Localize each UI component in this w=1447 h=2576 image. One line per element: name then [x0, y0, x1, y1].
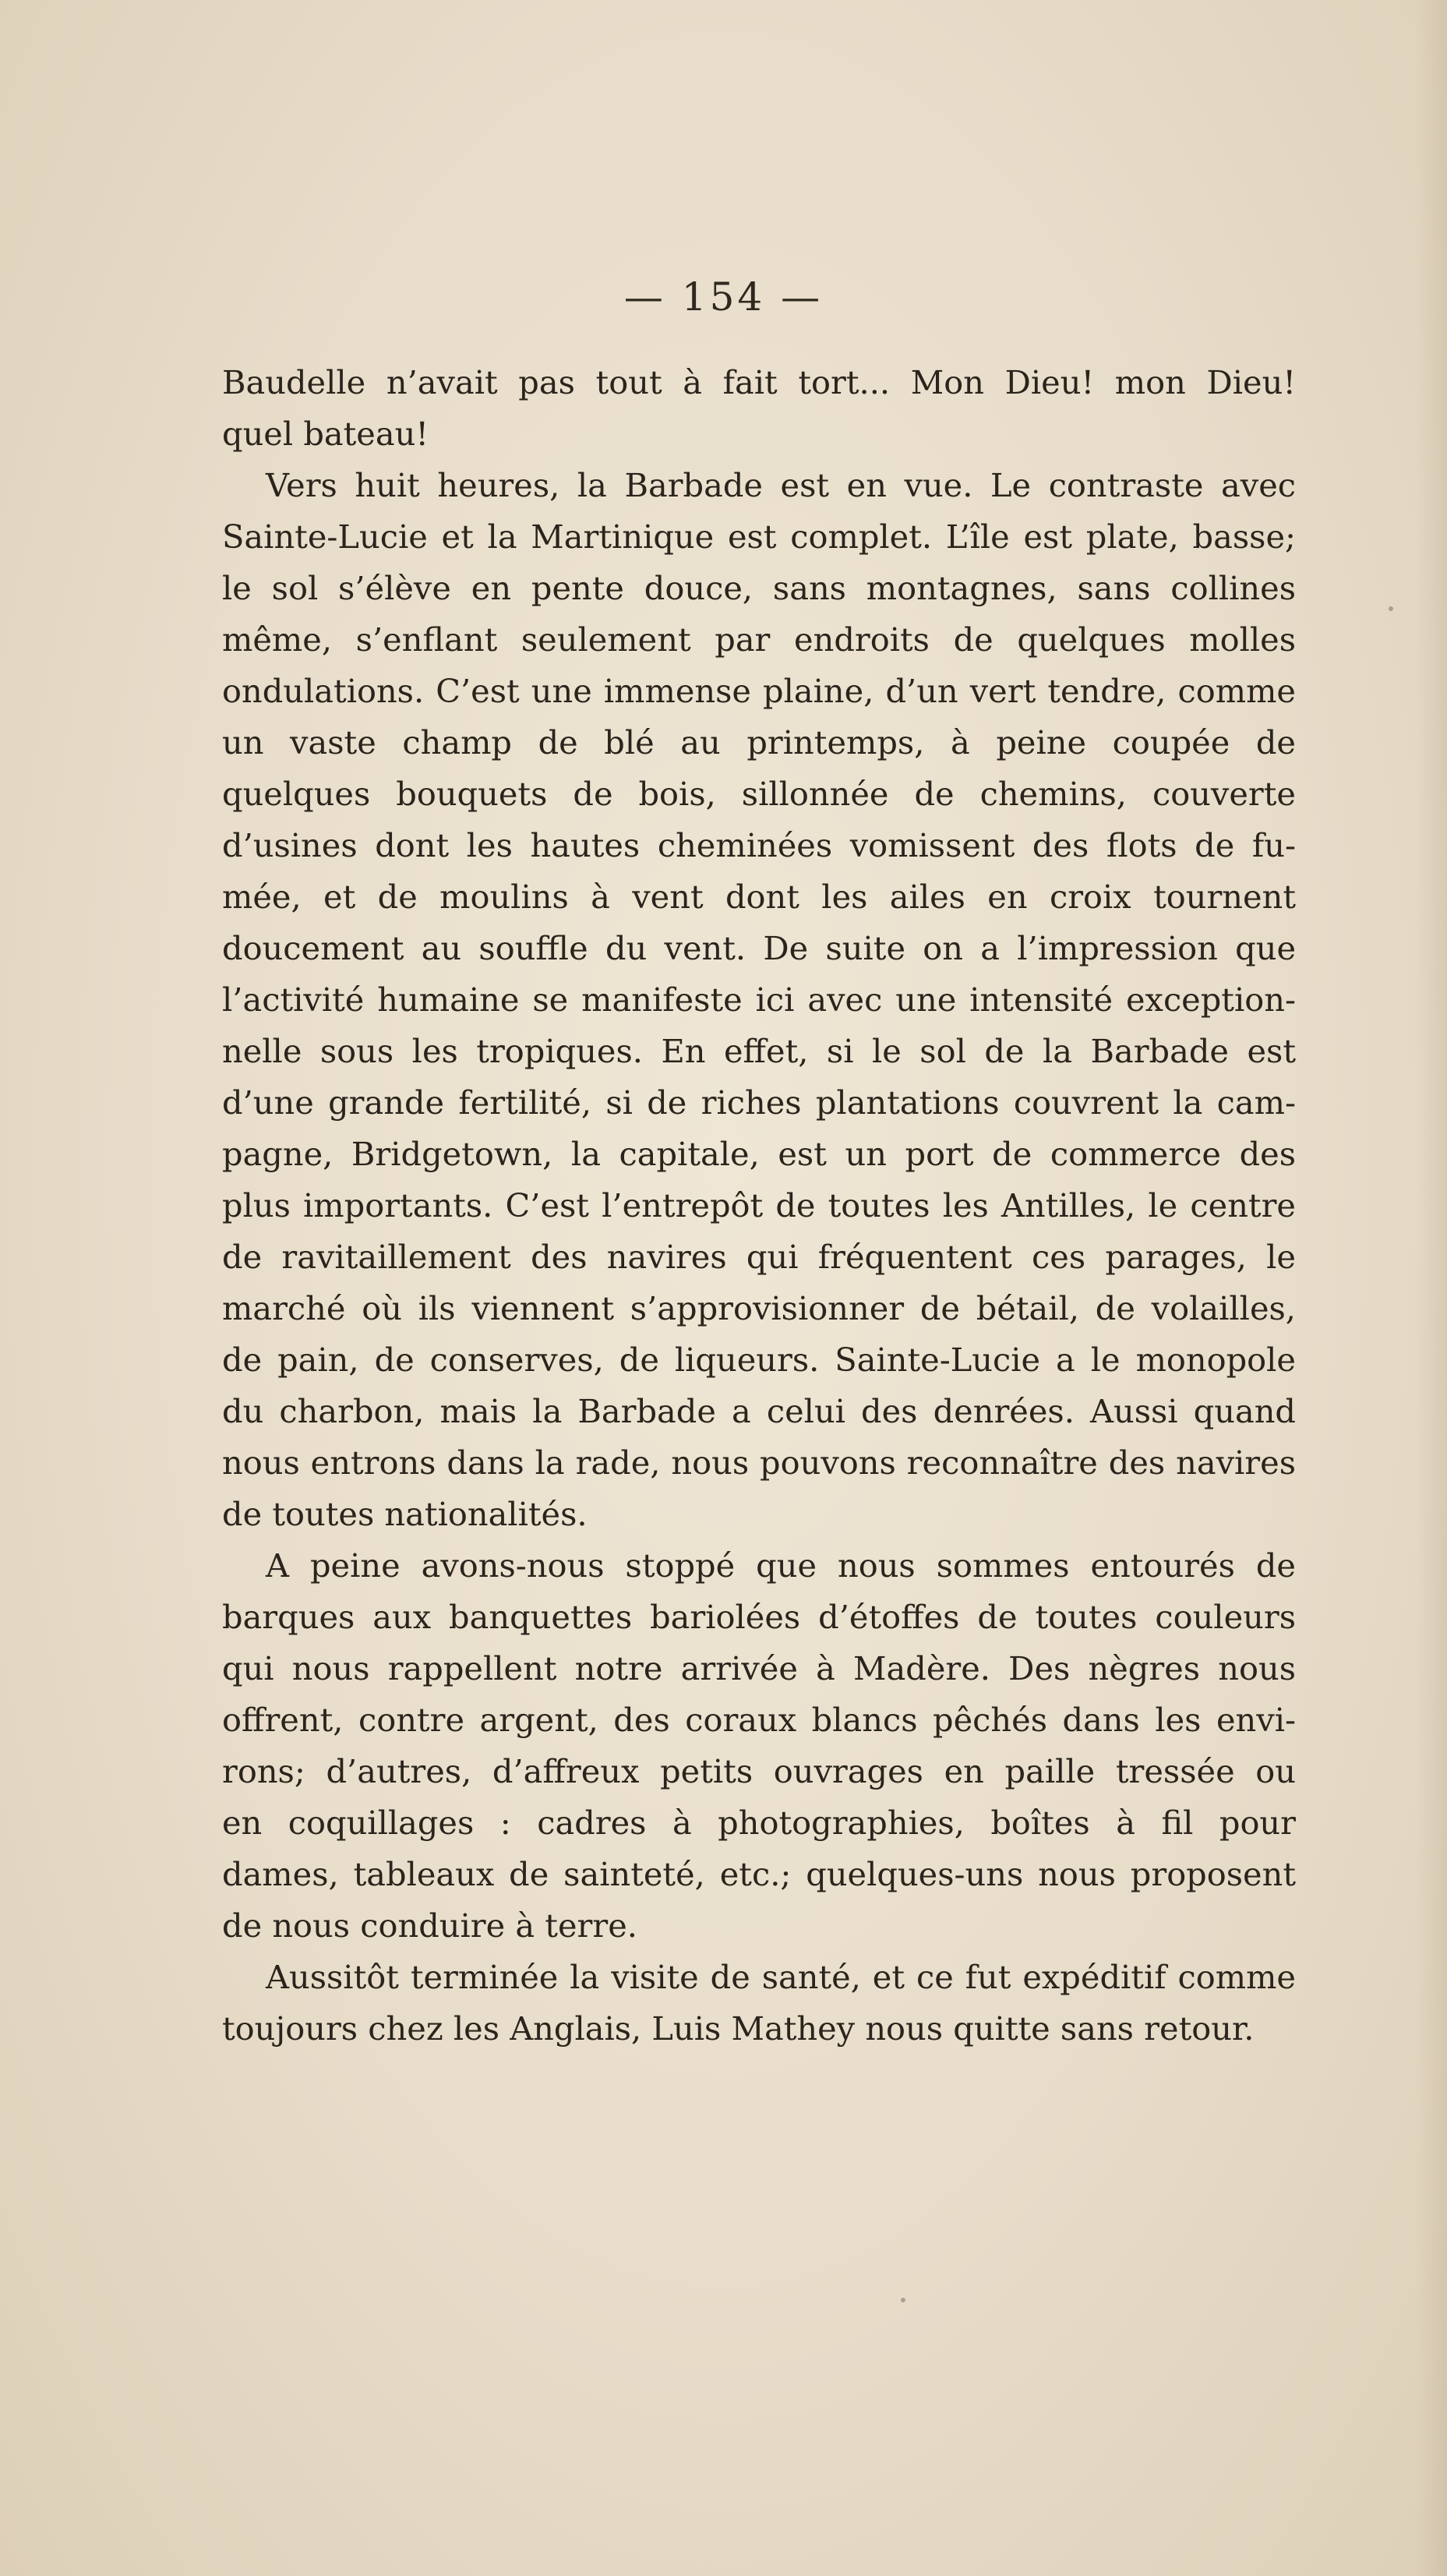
text-line: de toutes nationalités.: [222, 1495, 588, 1533]
text-line: marché où ils viennent s’approvisionner de bétail, de volailles,: [222, 1289, 1296, 1327]
page-edge-shadow: [1416, 0, 1447, 2576]
text-line: Vers huit heures, la Barbade est en vue. Le contraste avec: [266, 466, 1296, 504]
text-line: Sainte-Lucie et la Martinique est complet. L’île est plate, basse;: [222, 518, 1296, 556]
text-line: nelle sous les tropiques. En effet, si le sol de la Barbade est: [222, 1032, 1296, 1070]
text-line: plus importants. C’est l’entrepôt de toutes les Antilles, le centre: [222, 1186, 1296, 1224]
text-line: nous entrons dans la rade, nous pouvons reconnaître des navires: [222, 1443, 1296, 1482]
text-line: toujours chez les Anglais, Luis Mathey nous quitte sans retour.: [222, 2009, 1255, 2048]
text-line: d’usines dont les hautes cheminées vomissent des flots de fu-: [222, 826, 1296, 864]
text-line: de ravitaillement des navires qui fréquentent ces parages, le: [222, 1238, 1296, 1276]
text-line: pagne, Bridgetown, la capitale, est un port de commerce des: [222, 1135, 1296, 1173]
text-line: d’une grande fertilité, si de riches plantations couvrent la cam-: [222, 1083, 1296, 1122]
text-line: qui nous rappellent notre arrivée à Madère. Des nègres nous: [222, 1649, 1296, 1687]
text-line: de pain, de conserves, de liqueurs. Sainte-Lucie a le monopole: [222, 1341, 1296, 1379]
paper-speck: [1389, 606, 1393, 611]
text-line: même, s’enflant seulement par endroits de quelques molles: [222, 620, 1296, 659]
text-line: Aussitôt terminée la visite de santé, et ce fut expéditif comme: [266, 1958, 1296, 1996]
text-line: rons; d’autres, d’affreux petits ouvrages en paille tressée ou: [222, 1752, 1296, 1790]
text-line: mée, et de moulins à vent dont les ailes en croix tournent: [222, 878, 1296, 916]
text-line: de nous conduire à terre.: [222, 1906, 637, 1945]
page-number: — 154 —: [623, 274, 824, 320]
text-line: offrent, contre argent, des coraux blancs pêchés dans les envi-: [222, 1701, 1296, 1739]
text-line: quelques bouquets de bois, sillonnée de chemins, couverte: [222, 775, 1296, 813]
text-line: du charbon, mais la Barbade a celui des denrées. Aussi quand: [222, 1392, 1296, 1430]
text-line: Baudelle n’avait pas tout à fait tort... Mon Dieu! mon Dieu!: [222, 363, 1296, 401]
paragraph: [222, 357, 1296, 460]
text-line: A peine avons-nous stoppé que nous sommes entourés de: [266, 1546, 1296, 1585]
paper-speck: [901, 2298, 905, 2302]
text-line: barques aux banquettes bariolées d’étoffes de toutes couleurs: [222, 1598, 1296, 1636]
text-line: un vaste champ de blé au printemps, à peine coupée de: [222, 723, 1296, 761]
text-line: quel bateau!: [222, 415, 429, 453]
body-text: [222, 357, 1296, 2055]
text-line: l’activité humaine se manifeste ici avec une intensité exception-: [222, 981, 1296, 1019]
paragraph: [222, 460, 1296, 1540]
paragraph: [222, 1540, 1296, 1952]
text-line: le sol s’élève en pente douce, sans montagnes, sans collines: [222, 569, 1296, 607]
paragraph: [222, 1952, 1296, 2055]
text-line: en coquillages : cadres à photographies, boîtes à fil pour: [222, 1804, 1296, 1842]
text-line: ondulations. C’est une immense plaine, d’un vert tendre, comme: [222, 672, 1296, 710]
text-line: doucement au souffle du vent. De suite on a l’impression que: [222, 929, 1296, 967]
text-line: dames, tableaux de sainteté, etc.; quelques-uns nous proposent: [222, 1855, 1296, 1893]
